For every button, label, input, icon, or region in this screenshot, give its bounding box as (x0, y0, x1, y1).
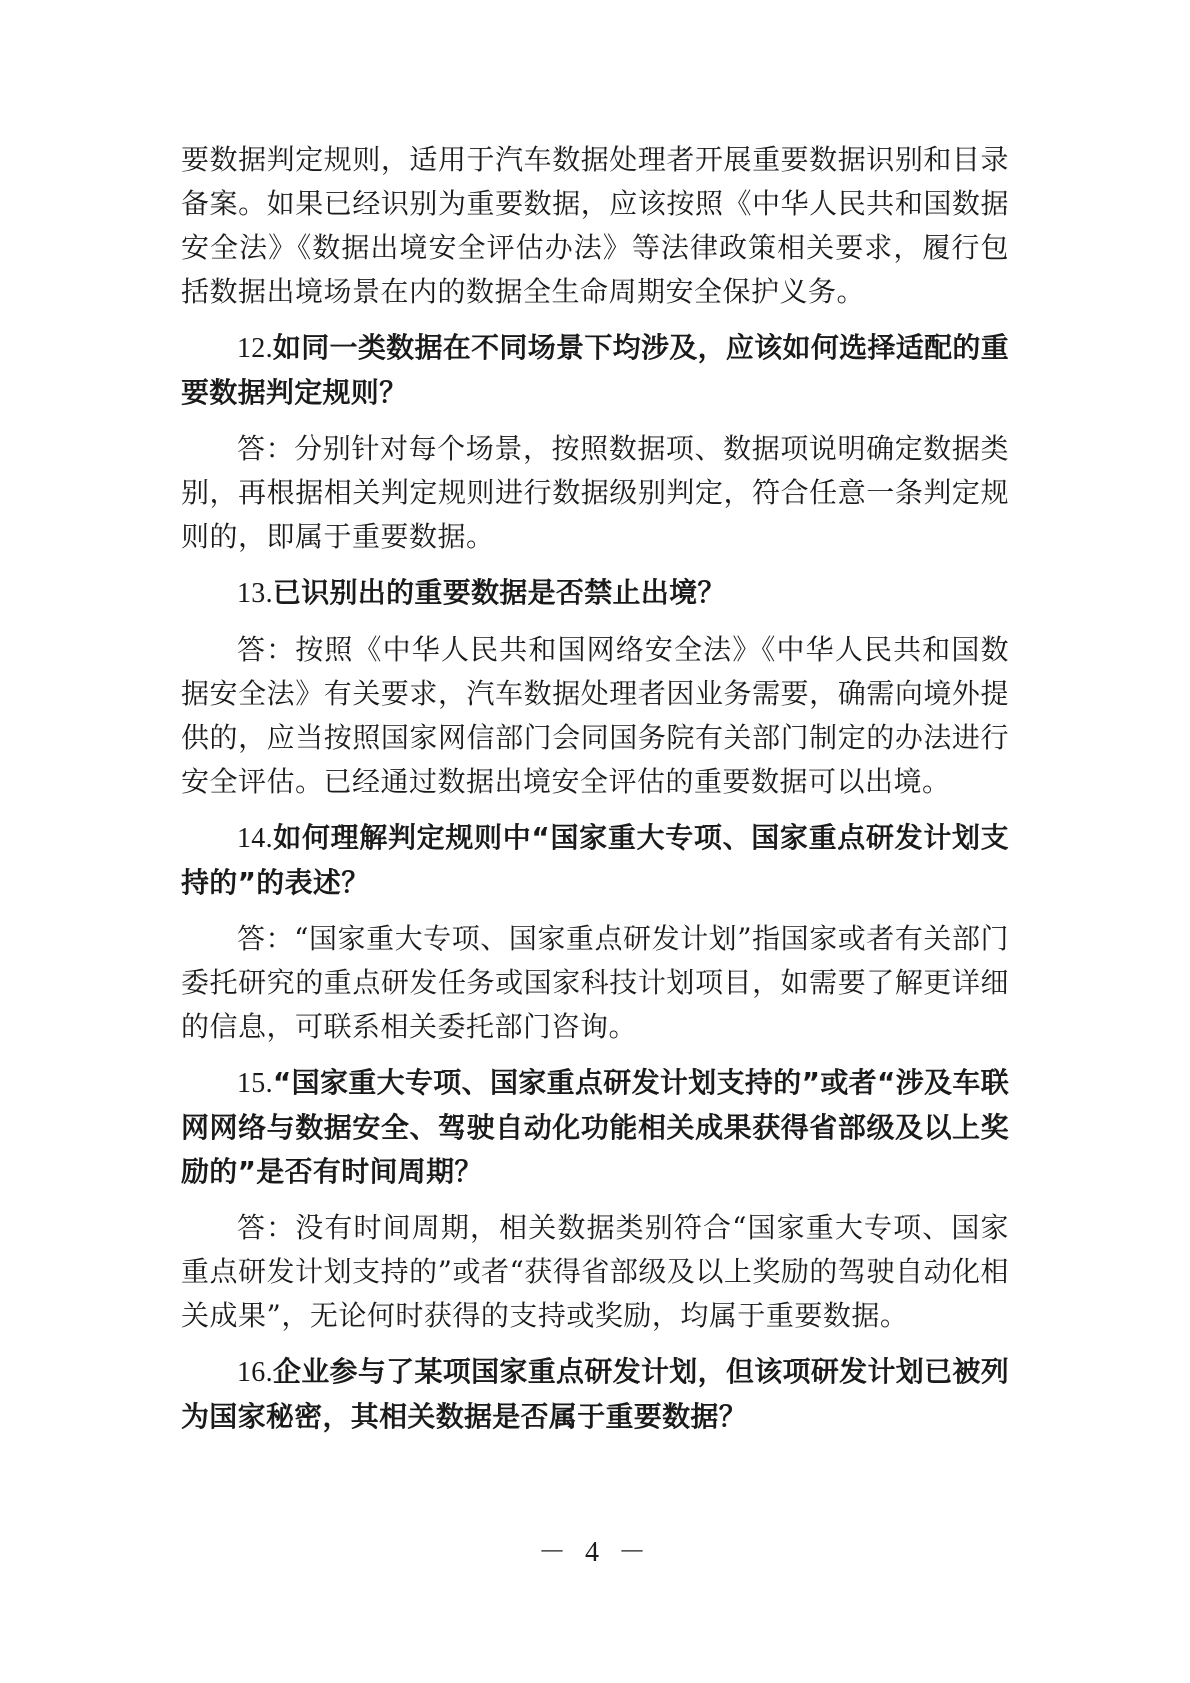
question-12 (181, 326, 1009, 415)
question-text: 如何理解判定规则中“国家重大专项、国家重点研发计划支持的”的表述？ (181, 821, 1009, 899)
question-number: 15. (237, 1068, 273, 1099)
question-number: 16. (237, 1357, 273, 1388)
answer-15: 答：没有时间周期，相关数据类别符合“国家重大专项、国家重点研发计划支持的”或者“获得省部级及以上奖励的驾驶自动化相关成果”，无论何时获得的支持或奖励，均属于重要数据。 (181, 1211, 1009, 1332)
question-text: 如同一类数据在不同场景下均涉及，应该如何选择适配的重要数据判定规则？ (181, 331, 1009, 409)
document-body (181, 138, 1009, 1451)
intro-paragraph: 要数据判定规则，适用于汽车数据处理者开展重要数据识别和目录备案。如果已经识别为重要数据，应该按照《中华人民共和国数据安全法》《数据出境安全评估办法》等法律政策相关要求，履行包括数据出境场景在内的数据全生命周期安全保护义务。 (181, 143, 1009, 308)
question-number: 13. (237, 578, 273, 609)
question-14 (181, 816, 1009, 905)
question-text: 企业参与了某项国家重点研发计划，但该项研发计划已被列为国家秘密，其相关数据是否属于重要数据？ (181, 1355, 1009, 1433)
question-text: “国家重大专项、国家重点研发计划支持的”或者“涉及车联网网络与数据安全、驾驶自动化功能相关成果获得省部级及以上奖励的”是否有时间周期？ (181, 1066, 1009, 1188)
question-text: 已识别出的重要数据是否禁止出境？ (272, 576, 726, 609)
question-13 (181, 571, 1009, 616)
answer-12: 答：分别针对每个场景，按照数据项、数据项说明确定数据类别，再根据相关判定规则进行数据级别判定，符合任意一条判定规则的，即属于重要数据。 (181, 432, 1009, 553)
answer-14: 答：“国家重大专项、国家重点研发计划”指国家或者有关部门委托研究的重点研发任务或国家科技计划项目，如需要了解更详细的信息，可联系相关委托部门咨询。 (181, 922, 1009, 1043)
question-15 (181, 1061, 1009, 1194)
answer-13: 答：按照《中华人民共和国网络安全法》《中华人民共和国数据安全法》有关要求，汽车数据处理者因业务需要，确需向境外提供的，应当按照国家网信部门会同国务院有关部门制定的办法进行安全评估。已经通过数据出境安全评估的重要数据可以出境。 (181, 633, 1009, 798)
page-number: － 4 － (537, 1537, 652, 1568)
question-number: 12. (237, 333, 273, 364)
question-number: 14. (237, 823, 273, 854)
question-16 (181, 1350, 1009, 1439)
